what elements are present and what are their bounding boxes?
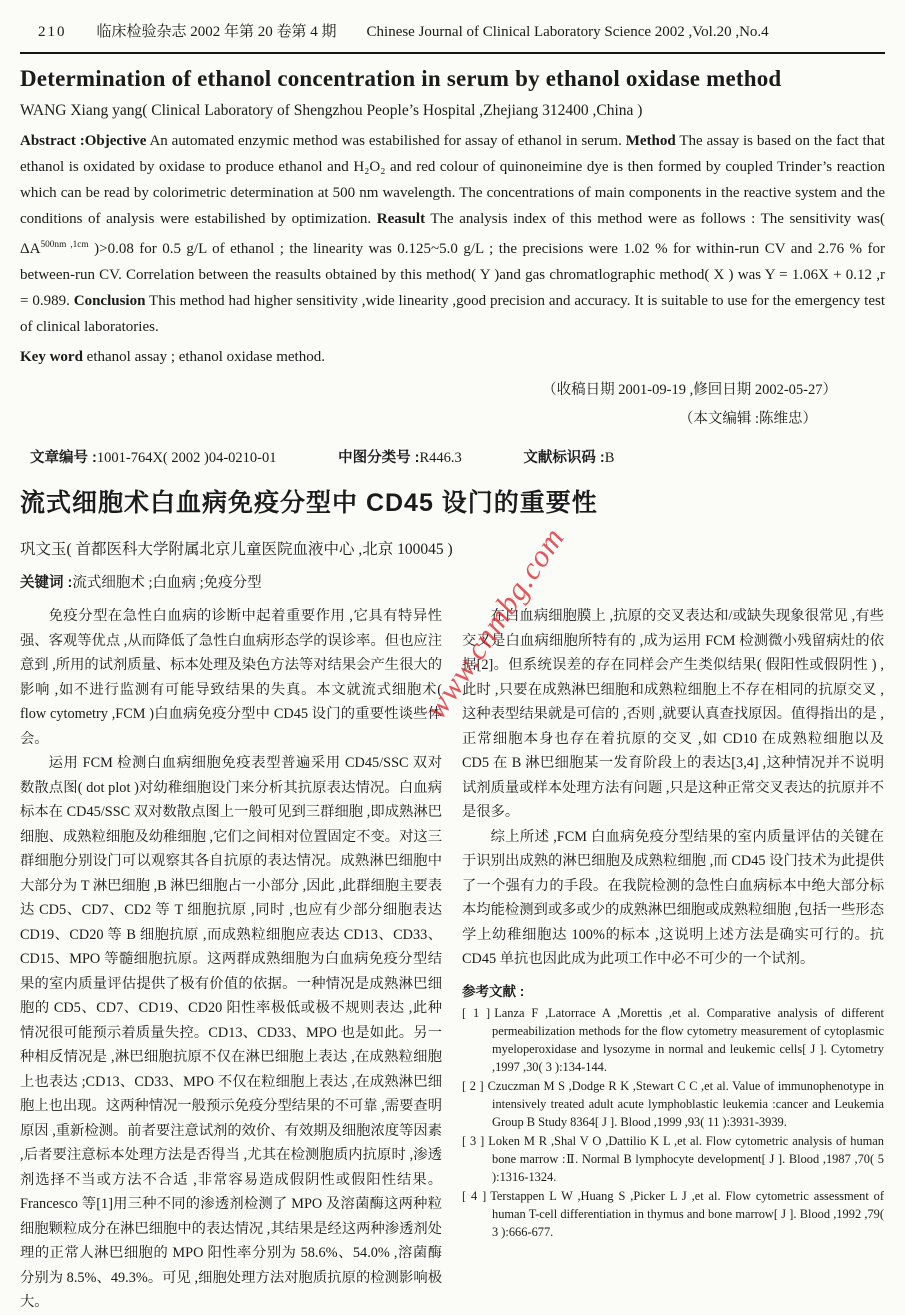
reference-text: Loken M R ,Shal V O ,Dattilio K L ,et al. Flow cytometric analysis of human bone marrow :Ⅱ. Normal B lymphocyte development[ J ]. Blood ,1987 ,70( 5 ):1316-1324. (488, 1133, 884, 1184)
editor-note: （本文编辑 :陈维忠） (678, 411, 817, 427)
journal-title-cn: 临床检验杂志 2002 年第 20 卷第 4 期 (96, 24, 337, 40)
article-author-en: WANG Xiang yang( Clinical Laboratory of Shengzhou People’s Hospital ,Zhejiang 312400 ,China ) (20, 102, 643, 119)
body-paragraph: 在白血病细胞膜上 ,抗原的交叉表达和/或缺失现象很常见 ,有些交叉是白血病细胞所特有的 ,成为运用 FCM 检测微小残留病灶的依据[2]。但系统误差的存在同样会产生类似结果( 假阳性或假阴性 ) ,此时 ,只要在成熟淋巴细胞和成熟粒细胞上不存在相同的抗原交叉 ,这种表型结果就是可信的 ,否则 ,就要认真查找原因。值得指出的是 ,正常细胞本身也存在着抗原的交叉 ,如 CD10 在成熟粒细胞以及 CD5 在 B 淋巴细胞某一发育阶段上的表达[3,4] ,这种情况并不说明试剂质量或样本处理方法有问题 ,只是这种正常交叉表达的抗原并不是很多。 (462, 608, 884, 820)
keyword-label: Key word (20, 349, 83, 365)
method-label: Method (625, 133, 676, 149)
left-column (20, 604, 442, 1315)
abstract-paragraph (20, 128, 885, 340)
objective-text: An automated enzymic method was estabilished for assay of ethanol in serum. (149, 133, 622, 149)
page-header (20, 20, 885, 50)
reference-text: Lanza F ,Latorrace A ,Morettis ,et al. Comparative analysis of different permeabilization methods for the flow cytometry measurement of cytoplasmic myeloperoxidase and lysozyme in normal and leukemic cells[ J ]. Cytometry ,1997 ,30( 3 ):134-144. (492, 1005, 884, 1074)
article-id-label: 文章编号 : (30, 450, 97, 466)
reference-text: Czuczman M S ,Dodge R K ,Stewart C C ,et al. Value of immunophenotype in intensively treated adult acute lymphoblastic leukemia :cancer and Leukemia Group B Study 8364[ J ]. Blood ,1999 ,93( 11 ):3931-3939. (487, 1078, 884, 1129)
header-divider (20, 52, 885, 54)
conclusion-label: Conclusion (73, 293, 146, 309)
document-code (523, 450, 614, 466)
body-paragraph: 免疫分型在急性白血病的诊断中起着重要作用 ,它具有特异性强、客观等优点 ,从而降低了急性白血病形态学的误诊率。但也应注意到 ,所用的试剂质量、标本处理及染色方法等对结果会产生很大的影响 ,如不进行监测有可能导致结果的失真。本文就流式细胞术( flow cytometry ,FCM )白血病免疫分型中 CD45 设门的重要性谈些体会。 (20, 608, 442, 747)
reference-number: [ 1 ] (462, 1005, 491, 1020)
page-number: 210 (38, 24, 67, 40)
references-heading (462, 980, 884, 1000)
watermark: www.cnmbg.com (417, 520, 572, 725)
clc-value: R446.3 (419, 450, 462, 466)
conclusion-text: This method had higher sensitivity ,wide linearity ,good precision and accuracy. It is suitable to use for the emergency test of clinical laboratories. (20, 293, 885, 335)
body-columns (20, 604, 885, 1315)
result-superscript: 500nm ,1cm (40, 240, 89, 250)
result-text-pre: The analysis index of this method were as follows : The sensitivity was( ΔA (20, 211, 886, 257)
result-label: Reasult (376, 211, 426, 227)
reference-item (462, 1132, 884, 1186)
reference-item (462, 1077, 884, 1131)
reference-number: [ 4 ] (462, 1188, 487, 1203)
article-id (30, 450, 276, 466)
result-text-post: )>0.08 for 0.5 g/L of ethanol ; the linearity was 0.125~5.0 g/L ; the precisions were 1.02 % for within-run CV and 2.76 % for between-run CV. Correlation between the reasults obtained by this method( Y )and gas chromatlographic method( X ) was Y = 1.06X + 0.12 ,r = 0.989. (20, 241, 885, 309)
right-column (462, 604, 884, 1315)
journal-title-en: Chinese Journal of Clinical Laboratory Science 2002 ,Vol.20 ,No.4 (366, 24, 769, 40)
article-meta-line (30, 446, 885, 467)
reference-number: [ 2 ] (462, 1078, 484, 1093)
reference-text: Terstappen L W ,Huang S ,Picker L J ,et al. Flow cytometric assessment of human T-cell differentiation in thymus and bone marrow[ J ]. Blood ,1992 ,79( 3 ):666-677. (490, 1188, 884, 1239)
keywords-cn-line (20, 571, 885, 592)
body-paragraph: 综上所述 ,FCM 白血病免疫分型结果的室内质量评估的关键在于识别出成熟的淋巴细胞及成熟粒细胞 ,而 CD45 设门技术为此提供了一个强有力的手段。在我院检测的急性白血病标本中绝大部分标本均能检测到或多或少的成熟淋巴细胞或成熟粒细胞 ,包括一些形态学上幼稚细胞达 100%的标本 ,这说明上述方法是确实可行的。抗 CD45 单抗也因此成为此项工作中必不可少的一个试剂。 (462, 828, 884, 967)
reference-item (462, 1187, 884, 1241)
keywords-cn-label: 关键词 : (20, 575, 73, 591)
keyword-text: ethanol assay ; ethanol oxidase method. (86, 349, 325, 365)
keywords-cn-text: 流式细胞术 ;白血病 ;免疫分型 (72, 575, 262, 591)
article-title-cn: 流式细胞术白血病免疫分型中 CD45 设门的重要性 (20, 489, 598, 517)
article-author-cn: 巩文玉( 首都医科大学附属北京儿童医院血液中心 ,北京 100045 ) (20, 541, 453, 558)
keyword-line (20, 344, 885, 370)
clc-label: 中图分类号 : (338, 450, 420, 466)
references-heading-label: 参考文献 : (462, 983, 525, 999)
document-code-value: B (604, 450, 615, 466)
received-dates: （收稿日期 2001-09-19 ,修回日期 2002-05-27） (542, 382, 837, 398)
article-title-en: Determination of ethanol concentration in serum by ethanol oxidase method (20, 66, 782, 91)
method-text: The assay is based on the fact that ethanol is oxidated by oxidase to produce ethanol and H₂O₂ and red colour of quinoneimine dye is then formed by coupled Trinder’s reaction which can be read by colorimetric determination at 500 nm wavelength. The concentrations of main components in the reactive system and the conditions of analysis were estabilished by optimization. (20, 133, 885, 227)
document-code-label: 文献标识码 : (523, 450, 605, 466)
clc-number (338, 450, 462, 466)
abstract-label: Abstract : (20, 133, 85, 149)
article-id-value: 1001-764X( 2002 )04-0210-01 (96, 450, 277, 466)
reference-item (462, 1004, 884, 1076)
body-paragraph: 运用 FCM 检测白血病细胞免疫表型普遍采用 CD45/SSC 双对数散点图( dot plot )对幼稚细胞设门来分析其抗原表达情况。白血病标本在 CD45/SSC 双对数散点图上一般可见到三群细胞 ,即成熟淋巴细胞、成熟粒细胞及幼稚细胞 ,它们之间相对位置固定不变。对这三群细胞分别设门可以观察其各自抗原的表达情况。成熟淋巴细胞中大部分为 T 淋巴细胞 ,B 淋巴细胞占一小部分 ,因此 ,此群细胞主要表达 CD5、CD7、CD2 等 T 细胞抗原 ,同时 ,也应有少部分细胞表达 CD19、CD20 等 B 细胞抗原 ,而成熟粒细胞应表达 CD13、CD33、CD15、MPO 等髓细胞抗原。这两群成熟细胞为白血病免疫分型结果的室内质量评估提供了极有价值的依据。一种情况是成熟淋巴细胞的 CD5、CD7、CD19、CD20 阳性率极低或极不规则表达 ,此种情况很可能预示着质量失控。CD13、CD33、MPO 也是如此。另一种相反情况是 ,淋巴细胞抗原不仅在淋巴细胞上表达 ,在成熟粒细胞上也表达 ;CD13、CD33、MPO 不仅在粒细胞上表达 ,在成熟淋巴细胞上也出现。这两种情况一般预示免疫分型结果的不可靠 ,需要查明原因 ,重新检测。前者要注意试剂的效价、有效期及细胞浓度等因素 ,后者要注意标本处理方法是否得当 ,尤其在检测胞质内抗原时 ,渗透剂选择不当或方法不合适 ,非常容易造成假阴性或假阳性结果。Francesco 等[1]用三种不同的渗透剂检测了 MPO 及溶菌酶这两种粒细胞颗粒成分在淋巴细胞中的表达情况 ,其结果是经这两种渗透剂处理的正常人淋巴细胞的 MPO 阳性率分别为 58.6%、54.0% ,溶菌酶分别为 8.5%、49.3%。可见 ,细胞处理方法对胞质抗原的检测影响极大。 (20, 755, 442, 1310)
objective-label: Objective (84, 133, 147, 149)
reference-number: [ 3 ] (462, 1133, 485, 1148)
